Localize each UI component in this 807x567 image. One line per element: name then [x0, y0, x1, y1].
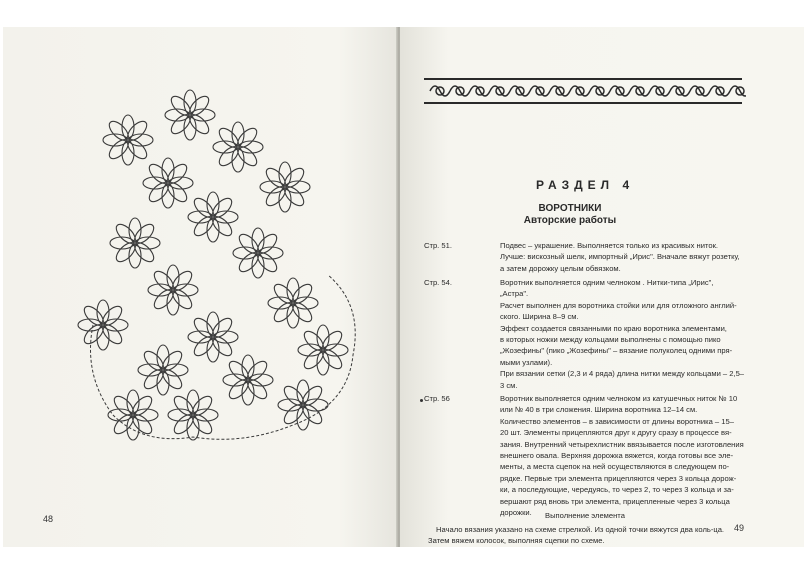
entry-line: внешнего овала. Верхняя дорожка вяжется, когда готовы все эле-	[500, 451, 734, 461]
entry-body	[500, 240, 786, 274]
decorative-scroll-border-icon	[420, 71, 746, 111]
entry-line: При вязании сетки (2,3 и 4 ряда) длина нитки между кольцами – 2,5–	[500, 369, 745, 379]
rosette	[278, 380, 328, 430]
ornament-scroll	[430, 86, 450, 96]
ornament-scroll	[590, 86, 610, 96]
ornament-scroll	[570, 86, 590, 96]
entry-ref: Стр. 56	[424, 394, 450, 403]
entry-line: вершают ряд вновь три элемента, прицепленные через 3 кольца	[500, 496, 730, 506]
rosette	[138, 345, 188, 395]
entry-ref: Стр. 51.	[424, 241, 452, 250]
entry-body	[500, 277, 786, 391]
subheading: Выполнение элемента	[545, 511, 625, 520]
entry-line: менты, а места сцепок на ней осуществляются в следующем по-	[500, 462, 730, 472]
entry-line: Воротник выполняется одним челноком из катушечных ниток № 10	[500, 394, 738, 403]
entry-line: а затем дорожку целым обвязком.	[500, 263, 621, 273]
rosette	[165, 90, 215, 140]
rosette	[268, 278, 318, 328]
ornament-scroll	[690, 86, 710, 96]
ornament-band	[424, 79, 742, 103]
rosette	[103, 115, 153, 165]
chapter-title	[500, 203, 640, 227]
entry-line: ского. Ширина 8–9 см.	[500, 312, 579, 322]
entry-line: Воротник выполняется одним челноком . Нитки-типа „Ирис",	[500, 278, 714, 287]
rosette	[188, 312, 238, 362]
entry-line: в которых ножки между кольцами выполнены с помощью пико	[500, 335, 721, 345]
ornament-scroll	[450, 86, 470, 96]
ornament-scroll	[530, 86, 550, 96]
ornament-scroll	[550, 86, 570, 96]
ornament-scroll	[650, 86, 670, 96]
rosette	[108, 390, 158, 440]
tatted-collar-rosette-diagram-icon	[73, 75, 373, 445]
entry-line: „Жозефины" (пико „Жозефины" – вязание полуколец одними пря-	[500, 346, 733, 356]
rosette	[213, 122, 263, 172]
entry-line: дорожки.	[500, 508, 532, 518]
right-page-number: 49	[734, 523, 745, 533]
entry-line: мыми узлами).	[500, 357, 553, 367]
rosette	[298, 325, 348, 375]
entry-line: Лучше: вискозный шелк, импортный „Ирис". Вначале вяжут розетку,	[500, 252, 740, 262]
chapter-title-line1: ВОРОТНИКИ	[538, 203, 602, 214]
ornament-scroll	[490, 86, 510, 96]
rosette	[143, 158, 193, 208]
rosette	[78, 300, 128, 350]
final-paragraph: Начало вязания указано на схеме стрелкой. Из одной точки вяжутся два коль-ца. Затем вяжем колосок, выполняя сцепки по схеме.	[428, 525, 725, 545]
entry-line: Расчет выполнен для воротника стойки или для отложного англий-	[500, 300, 737, 310]
entry-line: 3 см.	[500, 380, 518, 390]
ornament-scroll	[630, 86, 650, 96]
ornament-scroll	[730, 86, 746, 96]
rosette	[233, 228, 283, 278]
entry-line: или № 40 в три сложения. Ширина воротника 12–14 см.	[500, 405, 698, 415]
entry-line: Подвес – украшение. Выполняется только из красивых ниток.	[500, 241, 719, 250]
ornament-scroll	[670, 86, 690, 96]
left-page	[3, 27, 398, 547]
left-page-number: 48	[43, 514, 54, 524]
rosette	[168, 390, 218, 440]
entry-line: „Астра".	[500, 289, 529, 299]
entry-line: Эффект создается связанными по краю воротника элементами,	[500, 323, 727, 333]
right-page	[400, 27, 804, 547]
ornament-scroll	[710, 86, 730, 96]
entry-line: Количество элементов – в зависимости от длины воротника – 15–	[500, 416, 734, 426]
ornament-scroll	[510, 86, 530, 96]
entry-line: рядке. Первые три элемента прицепляются через 3 кольца дорож-	[500, 473, 737, 483]
bullet-dot	[420, 399, 423, 402]
chapter-title-line2: Авторские работы	[523, 215, 617, 226]
ornament-scroll	[470, 86, 490, 96]
rosette	[148, 265, 198, 315]
entry-line: ки, а последующие, чередуясь, то через 2, то через 3 кольца и за-	[500, 485, 734, 495]
ornament-scroll	[610, 86, 630, 96]
rosette	[110, 218, 160, 268]
rosette	[223, 355, 273, 405]
entry-body	[500, 393, 786, 518]
entry-ref: Стр. 54.	[424, 278, 452, 287]
section-heading: РАЗДЕЛ 4	[536, 178, 635, 192]
rosette	[260, 162, 310, 212]
entry-line: зания. Внутренний четырехлистник ввязывается после изготовления	[500, 439, 744, 449]
entry-line: 20 шт. Элементы прицепляются друг к другу сразу в процессе вя-	[500, 428, 732, 438]
rosette	[188, 192, 238, 242]
